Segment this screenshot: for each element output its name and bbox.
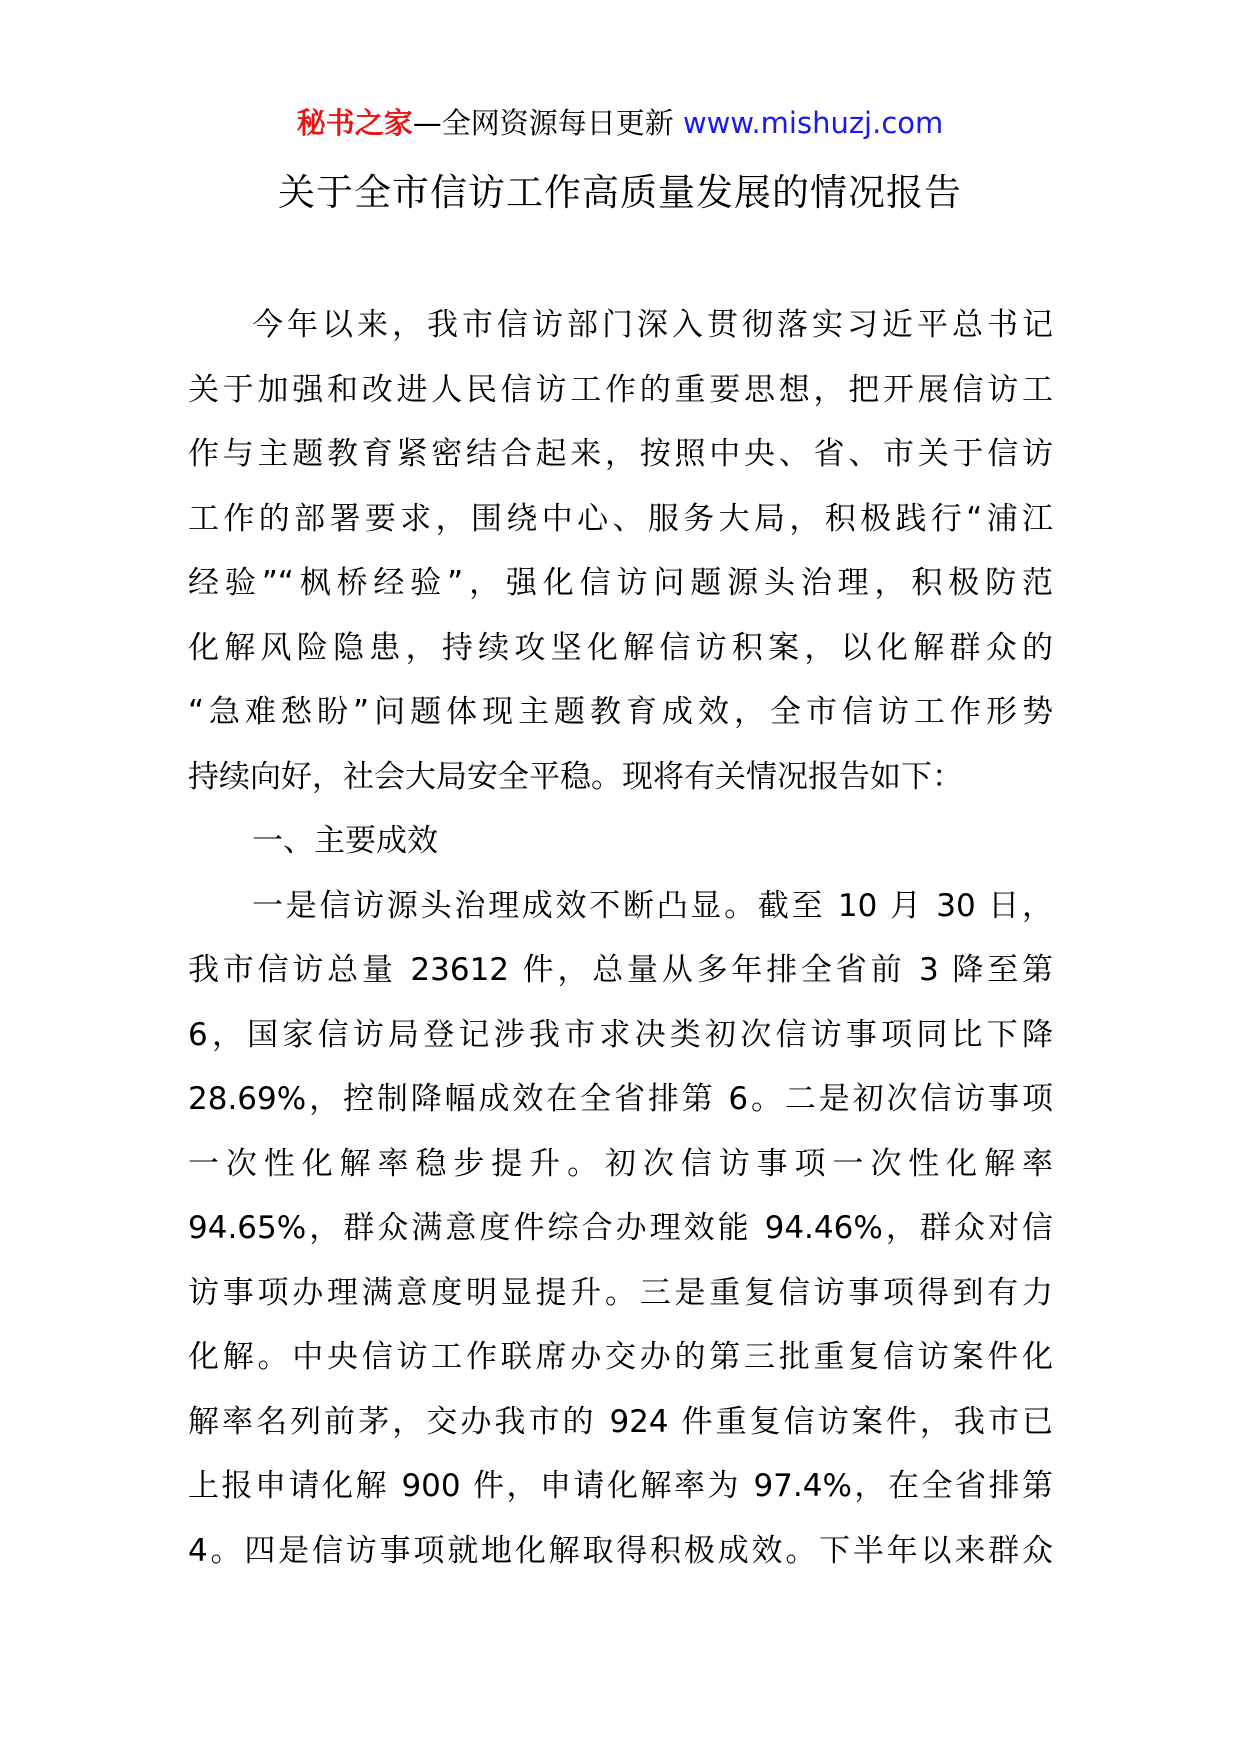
paragraph-line: 上报申请化解 900 件，申请化解率为 97.4%，在全省排第 <box>188 1468 1053 1504</box>
paragraph-line: 访事项办理满意度明显提升。三是重复信访事项得到有力 <box>188 1274 1053 1311</box>
header-tagline: —全网资源每日更新 <box>412 106 674 140</box>
paragraph-line: 我市信访总量 23612 件，总量从多年排全省前 3 降至第 <box>188 952 1053 988</box>
brand-name: 秘书之家 <box>296 106 413 140</box>
site-url-link[interactable]: www.mishuzj.com <box>682 106 944 140</box>
paragraph-line: 94.65%，群众满意度件综合办理效能 94.46%，群众对信 <box>188 1210 1053 1246</box>
paragraph-line: 一是信访源头治理成效不断凸显。截至 10 月 30 日， <box>252 887 1053 924</box>
paragraph-line: 关于加强和改进人民信访工作的重要思想，把开展信访工 <box>188 371 1053 408</box>
paragraph-line: “急难愁盼”问题体现主题教育成效，全市信访工作形势 <box>188 694 1053 730</box>
document-body <box>188 293 1053 1583</box>
paragraph-line: 一次性化解率稳步提升。初次信访事项一次性化解率 <box>188 1145 1053 1182</box>
document-title: 关于全市信访工作高质量发展的情况报告 <box>278 171 962 214</box>
paragraph-line: 解率名列前茅，交办我市的 924 件重复信访案件，我市已 <box>188 1403 1053 1440</box>
paragraph-line: 28.69%，控制降幅成效在全省排第 6。二是初次信访事项 <box>188 1081 1053 1117</box>
site-header-banner <box>0 100 1240 146</box>
paragraph-line: 化解。中央信访工作联席办交办的第三批重复信访案件化 <box>188 1339 1053 1375</box>
paragraph-line: 持续向好，社会大局安全平稳。现将有关情况报告如下： <box>188 758 963 795</box>
section-heading: 一、主要成效 <box>252 823 438 859</box>
paragraph-line: 4。四是信访事项就地化解取得积极成效。下半年以来群众 <box>188 1532 1053 1569</box>
paragraph-line: 6，国家信访局登记涉我市求决类初次信访事项同比下降 <box>188 1016 1053 1053</box>
paragraph-line: 作与主题教育紧密结合起来，按照中央、省、市关于信访 <box>188 436 1053 472</box>
paragraph-line: 今年以来，我市信访部门深入贯彻落实习近平总书记 <box>252 307 1053 343</box>
paragraph-line: 化解风险隐患，持续攻坚化解信访积案，以化解群众的 <box>188 629 1053 666</box>
paragraph-line: 经验”“枫桥经验”，强化信访问题源头治理，积极防范 <box>188 565 1053 601</box>
paragraph-line: 工作的部署要求，围绕中心、服务大局，积极践行“浦江 <box>188 500 1053 537</box>
